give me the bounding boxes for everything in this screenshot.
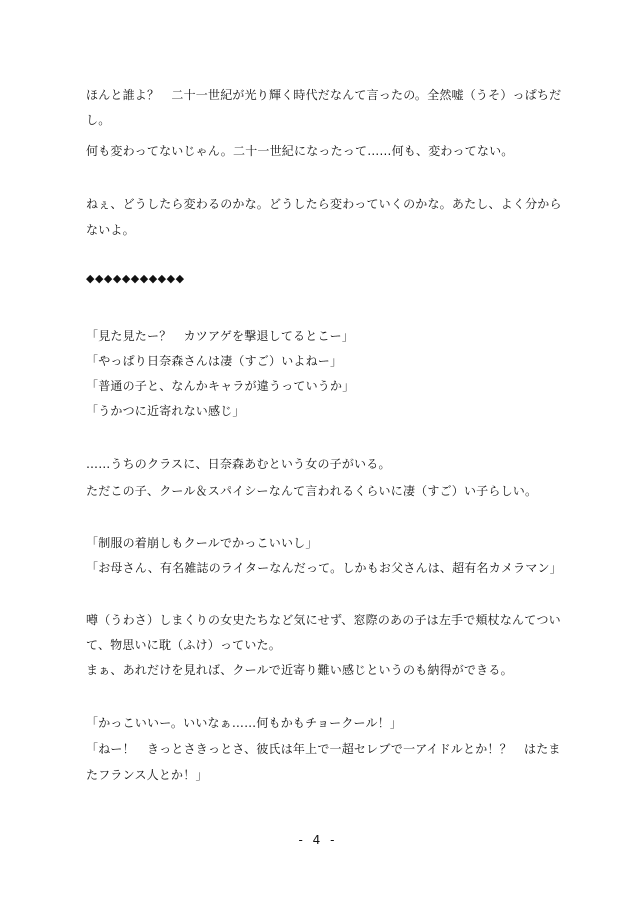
text-line: 噂（うわさ）しまくりの女史たちなど気にせず、窓際のあの子は左手で頬杖なんてつい	[86, 613, 561, 627]
text-line: て、物思いに耽（ふけ）っていた。	[86, 638, 281, 652]
dialogue-line: 「ねー！ きっとさきっとさ、彼氏は年上で一超セレブで一アイドルとか！？ はたま	[86, 742, 561, 756]
text-line: ほんと誰よ？ 二十一世紀が光り輝く時代だなんて言ったの。全然嘘（うそ）っぱちだ	[86, 88, 562, 102]
dialogue-line: 「うかつに近寄れない感じ」	[86, 404, 245, 418]
text-line: ……うちのクラスに、日奈森あむという女の子がいる。	[86, 457, 391, 471]
text-line: し。	[86, 113, 111, 127]
dialogue-line: 「見た見たー？ カツアゲを撃退してるとこー」	[86, 329, 355, 343]
text-line: 何も変わってないじゃん。二十一世紀になったって……何も、変わってない。	[86, 144, 514, 158]
text-line: ないよ。	[86, 223, 135, 237]
page-number: - 4 -	[298, 833, 338, 847]
dialogue-line: 「制服の着崩しもクールでかっこいいし」	[86, 536, 318, 550]
dialogue-line: 「お母さん、有名雑誌のライターなんだって。しかもお父さんは、超有名カメラマン」	[86, 561, 562, 575]
text-line: まぁ、あれだけを見れば、クールで近寄り難い感じというのも納得ができる。	[86, 663, 513, 677]
dialogue-line: 「やっぱり日奈森さんは凄（すご）いよねー」	[86, 354, 343, 368]
dialogue-line: たフランス人とか！」	[86, 768, 208, 782]
dialogue-line: 「かっこいいー。いいなぁ……何もかもチョークール！」	[86, 716, 403, 730]
section-separator: ◆◆◆◆◆◆◆◆◆◆◆	[86, 272, 185, 285]
text-line: ねぇ、どうしたら変わるのかな。どうしたら変わっていくのかな。あたし、よく分から	[86, 197, 562, 211]
text-line: ただこの子、クール＆スパイシーなんて言われるくらいに凄（すご）い子らしい。	[86, 484, 538, 498]
dialogue-line: 「普通の子と、なんかキャラが違うっていうか」	[86, 379, 355, 393]
